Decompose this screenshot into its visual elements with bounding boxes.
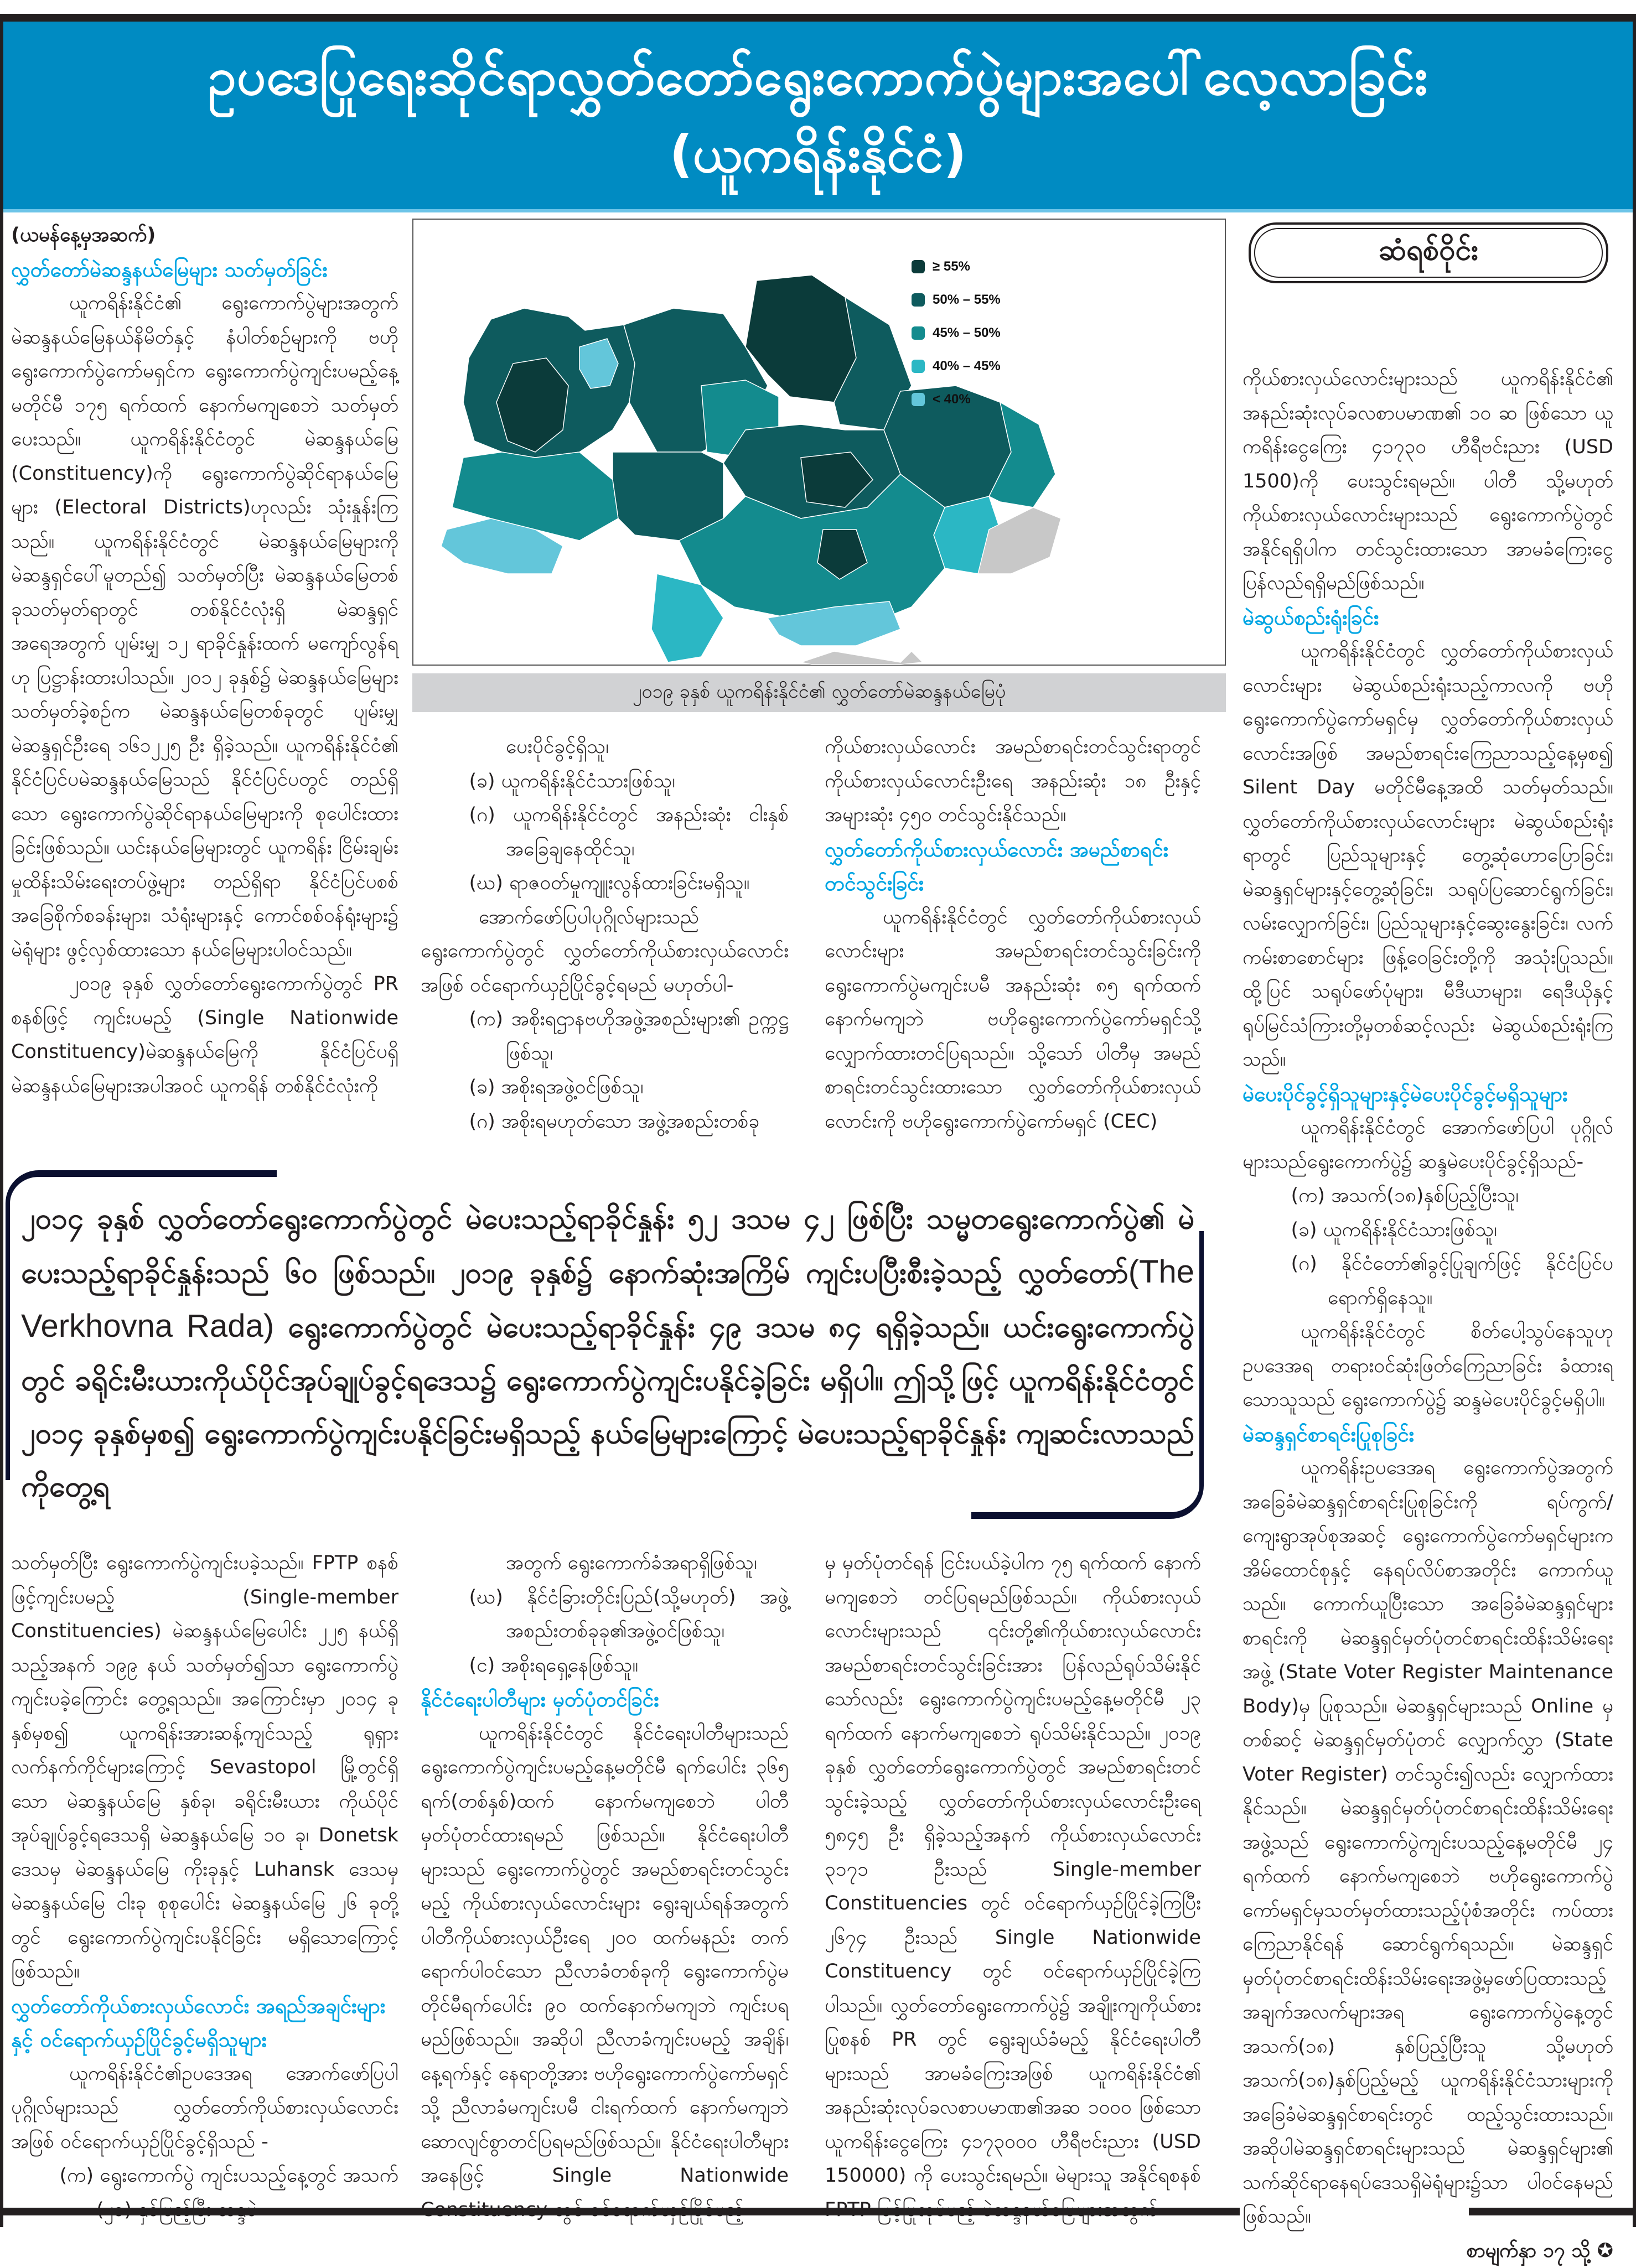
article-column-3 (825, 730, 1201, 1139)
paragraph: အောက်ဖော်ပြပါပုဂ္ဂိုလ်များသည် ရွေးကောက်ပွဲတွင် လွှတ်တော်ကိုယ်စားလှယ်လောင်းအဖြစ် ဝင်ရောက်ယှဉ်ပြိုင်ခွင့်ရမည် မဟုတ်ပါ- (421, 901, 789, 1003)
list-marker: (ဂ) (1291, 1253, 1317, 1275)
legend-item (912, 316, 1001, 350)
paragraph: ယူကရိန်းနိုင်ငံတွင် လွှတ်တော်ကိုယ်စားလှယ်လောင်းများ မဲဆွယ်စည်းရုံးသည့်ကာလကို ဗဟိုရွေးကောက်ပွဲကော်မရှင်မှ လွှတ်တော်ကိုယ်စားလှယ်လောင်းအဖြစ် အမည်စာရင်းကြေညာသည့်နေ့မှစ၍ Silent Day မတိုင်မီနေ့အထိ သတ်မှတ်သည်။ လွှတ်တော်ကိုယ်စားလှယ်လောင်းများ မဲဆွယ်စည်းရုံးရာတွင် ပြည်သူများနှင့် တွေ့ဆုံဟောပြောခြင်း၊ မဲဆန္ဒရှင်များနှင့်တွေ့ဆုံခြင်း၊ သရုပ်ပြဆောင်ရွက်ခြင်း၊ လမ်းလျှောက်ခြင်း၊ ပြည်သူများနှင့်ဆွေးနွေးခြင်း၊ လက်ကမ်းစာစောင်များ ဖြန့်ဝေခြင်းတို့ကို အသုံးပြုသည်။ ထို့ပြင် သရုပ်ဖော်ပုံများ၊ မီဒီယာများ၊ ရေဒီယိုနှင့် ရုပ်မြင်သံကြားတို့မှတစ်ဆင့်လည်း မဲဆွယ်စည်းရုံးကြသည်။ (1242, 635, 1613, 1077)
section-heading: မဲပေးပိုင်ခွင့်ရှိသူများနှင့်မဲပေးပိုင်ခွင့်မရှိသူများ (1242, 1077, 1613, 1112)
page-masthead (3, 22, 1633, 212)
article-column-1-lower (11, 1546, 398, 2227)
list-marker: (က) (469, 1008, 504, 1030)
paragraph: ယူကရိန်းနိုင်ငံတွင် စိတ်ပေါ့သွပ်နေသူဟု ဥပဒေအရ တရားဝင်ဆုံးဖြတ်ကြေညာခြင်း ခံထားရသောသူသည် ရွေးကောက်ပွဲ၌ ဆန္ဒမဲပေးပိုင်ခွင့်မရှိပါ။ (1242, 1315, 1613, 1418)
paragraph: ယူကရိန်းနိုင်ငံ၏ ရွေးကောက်ပွဲများအတွက် မဲဆန္ဒနယ်မြေနယ်နိမိတ်နှင့် နံပါတ်စဉ်များကို ဗဟိုရွေးကောက်ပွဲကော်မရှင်က ရွေးကောက်ပွဲကျင်းပမည့်နေ့မတိုင်မီ ၁၇၅ ရက်ထက် နောက်မကျစေဘဲ သတ်မှတ်ပေးသည်။ ယူကရိန်းနိုင်ငံတွင် မဲဆန္ဒနယ်မြေ (Constituency)ကို ရွေးကောက်ပွဲဆိုင်ရာနယ်မြေများ (Electoral Districts)ဟုလည်း သုံးနှုန်းကြသည်။ ယူကရိန်းနိုင်ငံတွင် မဲဆန္ဒနယ်မြေများကို မဲဆန္ဒရှင်ပေါ်မူတည်၍ သတ်မှတ်ပြီး မဲဆန္ဒနယ်မြေတစ်ခုသတ်မှတ်ရာတွင် တစ်နိုင်ငံလုံးရှိ မဲဆန္ဒရှင်အရေအတွက် ပျမ်းမျှ ၁၂ ရာခိုင်နှုန်းထက် မကျော်လွန်ရဟု ပြဋ္ဌာန်းထားပါသည်။ ၂၀၁၂ ခုနှစ်၌ မဲဆန္ဒနယ်မြေများ သတ်မှတ်ခဲ့စဉ်က မဲဆန္ဒနယ်မြေတစ်ခုတွင် ပျမ်းမျှမဲဆန္ဒရှင်ဦးရေ ၁၆၁၂၂၅ ဦး ရှိခဲ့သည်။ ယူကရိန်းနိုင်ငံ၏ နိုင်ငံပြင်ပမဲဆန္ဒနယ်မြေသည် နိုင်ငံပြင်ပတွင် တည်ရှိသော ရွေးကောက်ပွဲဆိုင်ရာနယ်မြေများကို စုပေါင်းထားခြင်းဖြစ်သည်။ ယင်းနယ်မြေများတွင် ယူကရိန်း ငြိမ်းချမ်းမှုထိန်းသိမ်းရေးတပ်ဖွဲ့များ တည်ရှိရာ နိုင်ငံပြင်ပစစ်အခြေစိုက်စခန်းများ၊ သံရုံးများနှင့် ကောင်စစ်ဝန်ရုံးများ၌ မဲရုံများ ဖွင့်လှစ်ထားသော နယ်မြေများပါဝင်သည်။ (11, 287, 398, 967)
sidebar-column (1242, 362, 1613, 2268)
list-item (421, 866, 789, 901)
legend-swatch (912, 393, 925, 406)
list-text: ယူကရိန်းနိုင်ငံသားဖြစ်သူ၊ (501, 770, 675, 792)
legend-label: ≥ 55% (933, 259, 970, 274)
map-legend (912, 250, 1001, 416)
constituency-map-figure (412, 219, 1226, 705)
paragraph: ၂၀၁၉ ခုနှစ် လွှတ်တော်ရွေးကောက်ပွဲတွင် PR စနစ်ဖြင့် ကျင်းပမည့် (Single Nationwide Constituency)မဲဆန္ဒနယ်မြေကို နိုင်ငံပြင်ပရှိမဲဆန္ဒနယ်မြေများအပါအဝင် ယူကရိန် တစ်နိုင်ငံလုံးကို (11, 967, 398, 1103)
continued-from-label: (ယမန်နေ့မှအဆက်) (11, 219, 398, 253)
list-text: ရာဇဝတ်မှုကျူးလွန်ထားခြင်းမရှိသူ။ (509, 872, 749, 894)
paragraph: သတ်မှတ်ပြီး ရွေးကောက်ပွဲကျင်းပခဲ့သည်။ FPTP စနစ်ဖြင့်ကျင်းပမည့် (Single-member Constituencies) မဲဆန္ဒနယ်မြေပေါင်း ၂၂၅ နယ်ရှိသည့်အနက် ၁၉၉ နယ် သတ်မှတ်၍သာ ရွေးကောက်ပွဲကျင်းပခဲ့ကြောင်း တွေ့ရသည်။ အကြောင်းမှာ ၂၀၁၄ ခုနှစ်မှစ၍ ယူကရိန်းအားဆန့်ကျင်သည့် ရုရှားလက်နက်ကိုင်များကြောင့် Sevastopol မြို့တွင်ရှိသော မဲဆန္ဒနယ်မြေ နှစ်ခု၊ ခရိုင်းမီးယား ကိုယ်ပိုင်အုပ်ချုပ်ခွင့်ရဒေသရှိ မဲဆန္ဒနယ်မြေ ၁၀ ခု၊ Donetsk ဒေသမှ မဲဆန္ဒနယ်မြေ ကိုးခုနှင့် Luhansk ဒေသမှ မဲဆန္ဒနယ်မြေ ငါးခု စုစုပေါင်း မဲဆန္ဒနယ်မြေ ၂၆ ခုတို့တွင် ရွေးကောက်ပွဲကျင်းပနိုင်ခြင်း မရှိသောကြောင့် ဖြစ်သည်။ (11, 1546, 398, 1989)
list-text: အစိုးရရှေ့နေဖြစ်သူ။ (501, 1654, 638, 1677)
list-item-continuation: ပေးပိုင်ခွင့်ရှိသူ၊ (421, 730, 789, 765)
list-marker: (င) (469, 1654, 495, 1677)
pull-quote (6, 1170, 1204, 1519)
list-item (421, 1649, 789, 1683)
list-item (421, 1581, 789, 1649)
pull-quote-text-part: ၂၀၁၄ ခုနှစ် လွှတ်တော်ရွေးကောက်ပွဲတွင် မဲပေးသည့်ရာခိုင်နှုန်း ၅၂ ဒသမ ၄၂ ဖြစ်ပြီး သမ္မတရွေးကောက်ပွဲ၏ မဲပေးသည့်ရာခိုင်နှုန်းသည် ၆၀ ဖြစ်သည်။ ၂၀၁၉ ခုနှစ်၌ နောက်ဆုံးအကြိမ် ကျင်းပပြီးစီးခဲ့သည့် လွှတ်တော် (21, 1202, 1194, 1290)
map-caption: ၂၀၁၉ ခုနှစ် ယူကရိန်းနိုင်ငံ၏ လွှတ်တော်မဲဆန္ဒနယ်မြေပုံ (412, 673, 1226, 712)
section-heading: လွှတ်တော်မဲဆန္ဒနယ်မြေများ သတ်မှတ်ခြင်း (11, 253, 398, 287)
list-item (1242, 1179, 1613, 1213)
page-title: ဥပဒေပြုရေးဆိုင်ရာလွှတ်တော်ရွေးကောက်ပွဲများအပေါ်လေ့လာခြင်း (208, 38, 1428, 116)
list-text: နိုင်ငံတော်၏ခွင့်ပြုချက်ဖြင့် နိုင်ငံပြင်ပရောက်ရှိနေသူ။ (1328, 1253, 1613, 1309)
end-mark-icon: ✪ (1597, 2240, 1613, 2262)
paragraph: ယူကရိန်းနိုင်ငံတွင် အောက်ဖော်ပြပါ ပုဂ္ဂိုလ်များသည်ရွေးကောက်ပွဲ၌ ဆန္ဒမဲပေးပိုင်ခွင့်ရှိသည်- (1242, 1111, 1613, 1179)
section-heading: နိုင်ငံရေးပါတီများ မှတ်ပုံတင်ခြင်း (421, 1683, 789, 1717)
legend-swatch (912, 360, 925, 373)
legend-item (912, 283, 1001, 316)
list-marker: (ဃ) (469, 1586, 503, 1608)
list-marker: (က) (1291, 1185, 1326, 1207)
continued-on-text: စာမျက်နှာ ၁၇ သို့ (1467, 2240, 1591, 2262)
legend-item (912, 383, 1001, 416)
list-text: အသက်(၁၈)နှစ်ပြည့်ပြီးသူ၊ (1331, 1185, 1519, 1207)
list-text: နိုင်ငံခြားတိုင်းပြည်(သို့မဟုတ်) အဖွဲ့အစည်းတစ်ခုခု၏အဖွဲ့ဝင်ဖြစ်သူ၊ (506, 1586, 789, 1643)
article-column-2-lower (421, 1546, 789, 2227)
bottom-border-rule (0, 2208, 1240, 2215)
legend-label: 50% – 55% (933, 292, 1001, 308)
continued-on-note (1242, 2234, 1613, 2268)
paragraph: ကိုယ်စားလှယ်လောင်းများသည် ယူကရိန်းနိုင်ငံ၏ အနည်းဆုံးလုပ်ခလစာပမာဏ၏ ၁၀ ဆ ဖြစ်သော ယူကရိန်းငွေကြေး ၄၁၇၃၀ ဟီရီဗင်းညား (USD 1500)ကို ပေးသွင်းရမည်။ ပါတီ သို့မဟုတ် ကိုယ်စားလှယ်လောင်းများသည် ရွေးကောက်ပွဲတွင် အနိုင်ရရှိပါက တင်သွင်းထားသော အာမခံကြေးငွေ ပြန်လည်ရရှိမည်ဖြစ်သည်။ (1242, 362, 1613, 601)
ukraine-constituency-map (413, 220, 1225, 665)
pull-quote-text (21, 1192, 1194, 1513)
list-marker: (ခ) (469, 1076, 495, 1098)
list-marker: (ဂ) (469, 804, 495, 826)
list-item (421, 1071, 789, 1105)
list-text: အစိုးရမဟုတ်သော အဖွဲ့အစည်းတစ်ခု (501, 1110, 759, 1133)
list-item (421, 798, 789, 866)
article-column-3-lower (825, 1546, 1201, 2227)
list-item (1242, 1213, 1613, 1248)
section-heading: လွှတ်တော်ကိုယ်စားလှယ်လောင်း အရည်အချင်းများနှင့် ဝင်ရောက်ယှဉ်ပြိုင်ခွင့်မရှိသူများ (11, 1989, 398, 2057)
legend-swatch (912, 293, 925, 307)
list-marker: (ဂ) (469, 1110, 495, 1133)
paragraph: ယူကရိန်းဥပဒေအရ ရွေးကောက်ပွဲအတွက် အခြေခံမဲဆန္ဒရှင်စာရင်းပြုစုခြင်းကို ရပ်ကွက်/ကျေးရွာအုပ်စုအဆင့် ရွေးကောက်ပွဲကော်မရှင်များက အိမ်ထောင်စုနှင့် နေရပ်လိပ်စာအတိုင်း ကောက်ယူသည်။ ကောက်ယူပြီးသော အခြေခံမဲဆန္ဒရှင်များစာရင်းကို မဲဆန္ဒရှင်မှတ်ပုံတင်စာရင်းထိန်းသိမ်းရေးအဖွဲ့ (State Voter Register Maintenance Body)မှ ပြုစုသည်။ မဲဆန္ဒရှင်များသည် Online မှတစ်ဆင့် မဲဆန္ဒရှင်မှတ်ပုံတင် လျှောက်လွှာ (State Voter Register) တင်သွင်း၍လည်း လျှောက်ထားနိုင်သည်။ မဲဆန္ဒရှင်မှတ်ပုံတင်စာရင်းထိန်းသိမ်းရေးအဖွဲ့သည် ရွေးကောက်ပွဲကျင်းပသည့်နေ့မတိုင်မီ ၂၄ ရက်ထက် နောက်မကျစေဘဲ ဗဟိုရွေးကောက်ပွဲကော်မရှင်မှသတ်မှတ်ထားသည့်ပုံစံအတိုင်း ကပ်ထားကြေညာနိုင်ရန် ဆောင်ရွက်ရသည်။ မဲဆန္ဒရှင်မှတ်ပုံတင်စာရင်းထိန်းသိမ်းရေးအဖွဲ့မှဖော်ပြထားသည့် အချက်အလက်များအရ ရွေးကောက်ပွဲနေ့တွင် အသက်(၁၈) နှစ်ပြည့်ပြီးသူ သို့မဟုတ် အသက်(၁၈)နှစ်ပြည့်မည့် ယူကရိန်းနိုင်ငံသားများကို အခြေခံမဲဆန္ဒရှင်စာရင်းတွင် ထည့်သွင်းထားသည်။ အဆိုပါမဲဆန္ဒရှင်စာရင်းများသည် မဲဆန္ဒရှင်များ၏ သက်ဆိုင်ရာနေရပ်ဒေသရှိမဲရုံများ၌သာ ပါဝင်နေမည်ဖြစ်သည်။ (1242, 1451, 1613, 2234)
paragraph: ကိုယ်စားလှယ်လောင်း အမည်စာရင်းတင်သွင်းရာတွင် ကိုယ်စားလှယ်လောင်းဦးရေ အနည်းဆုံး ၁၈ ဦးနှင့် အများဆုံး ၄၅၀ တင်သွင်းနိုင်သည်။ (825, 730, 1201, 833)
section-heading: မဲဆွယ်စည်းရုံးခြင်း (1242, 601, 1613, 635)
legend-swatch (912, 326, 925, 340)
paragraph: မှ မှတ်ပုံတင်ရန် ငြင်းပယ်ခဲ့ပါက ၇၅ ရက်ထက် နောက်မကျစေဘဲ တင်ပြရမည်ဖြစ်သည်။ ကိုယ်စားလှယ်လောင်းများသည် ၎င်းတို့၏ကိုယ်စားလှယ်လောင်းအမည်စာရင်းတင်သွင်းခြင်းအား ပြန်လည်ရုပ်သိမ်းနိုင်သော်လည်း ရွေးကောက်ပွဲကျင်းပမည့်နေ့မတိုင်မီ ၂၃ ရက်ထက် နောက်မကျစေဘဲ ရုပ်သိမ်းနိုင်သည်။ ၂၀၁၉ ခုနှစ် လွှတ်တော်ရွေးကောက်ပွဲတွင် အမည်စာရင်းတင်သွင်းခဲ့သည့် လွှတ်တော်ကိုယ်စားလှယ်လောင်းဦးရေ ၅၈၄၅ ဦး ရှိခဲ့သည့်အနက် ကိုယ်စားလှယ်လောင်း ၃၁၇၁ ဦးသည် Single-member Constituencies တွင် ဝင်ရောက်ယှဉ်ပြိုင်ခဲ့ကြပြီး ၂၆၇၄ ဦးသည် Single Nationwide Constituency တွင် ဝင်ရောက်ယှဉ်ပြိုင်ခဲ့ကြပါသည်။ လွှတ်တော်ရွေးကောက်ပွဲ၌ အချိုးကျကိုယ်စားပြုစနစ် PR တွင် ရွေးချယ်ခံမည့် နိုင်ငံရေးပါတီများသည် အာမခံကြေးအဖြစ် ယူကရိန်းနိုင်ငံ၏ အနည်းဆုံးလုပ်ခလစာပမာဏ၏အဆ ၁၀၀၀ ဖြစ်သော ယူကရိန်းငွေကြေး ၄၁၇၃၀၀၀ ဟီရီဗင်းညား (USD 150000) ကို ပေးသွင်းရမည်။ မဲများသူ အနိုင်ရစနစ် (825, 1546, 1201, 2227)
map-frame (412, 219, 1226, 666)
list-marker: (ဃ) (469, 872, 503, 894)
legend-label: < 40% (933, 392, 971, 407)
pull-quote-latin: (The Verkhovna Rada) (21, 1254, 1194, 1344)
section-heading: လွှတ်တော်ကိုယ်စားလှယ်လောင်း အမည်စာရင်း တင်သွင်းခြင်း (825, 833, 1201, 901)
paragraph: ယူကရိန်းနိုင်ငံ၏ဥပဒေအရ အောက်ဖော်ပြပါ ပုဂ္ဂိုလ်များသည် လွှတ်တော်ကိုယ်စားလှယ်လောင်း အဖြစ် ဝင်ရောက်ယှဉ်ပြိုင်ခွင့်ရှိသည် - (11, 2057, 398, 2160)
article-column-1 (11, 219, 398, 1103)
list-marker: (ခ) (1291, 1219, 1317, 1241)
list-marker: (ခ) (469, 770, 495, 792)
list-marker: (က) (60, 2165, 94, 2187)
list-item (421, 765, 789, 799)
legend-label: 45% – 50% (933, 325, 1001, 341)
list-text: အစိုးရအဖွဲ့ဝင်ဖြစ်သူ၊ (501, 1076, 644, 1098)
paragraph: ယူကရိန်းနိုင်ငံတွင် လွှတ်တော်ကိုယ်စားလှယ်လောင်းများ အမည်စာရင်းတင်သွင်းခြင်းကို ရွေးကောက်ပွဲမကျင်းပမီ အနည်းဆုံး ၈၅ ရက်ထက် နောက်မကျဘဲ ဗဟိုရွေးကောက်ပွဲကော်မရှင်သို့ လျှောက်ထားတင်ပြရသည်။ သို့သော် ပါတီမှ အမည်စာရင်းတင်သွင်းထားသော လွှတ်တော်ကိုယ်စားလှယ်လောင်းကို ဗဟိုရွေးကောက်ပွဲကော်မရှင် (CEC) (825, 901, 1201, 1139)
section-heading: မဲဆန္ဒရှင်စာရင်းပြုစုခြင်း (1242, 1418, 1613, 1452)
bottom-border-rule (1469, 2208, 1636, 2215)
sidebar-title-box (1249, 222, 1608, 283)
list-item (421, 1105, 789, 1139)
article-column-2 (421, 730, 789, 1139)
legend-label: 40% – 45% (933, 359, 1001, 374)
list-item (1242, 1247, 1613, 1315)
list-item-continuation: အတွက် ရွေးကောက်ခံအရာရှိဖြစ်သူ၊ (421, 1546, 789, 1581)
sidebar-title: ဆံရစ်ဝိုင်း (1379, 232, 1479, 274)
legend-item (912, 350, 1001, 383)
list-item (11, 2159, 398, 2227)
page-subtitle: (ယူကရိန်းနိုင်ငံ) (670, 116, 967, 193)
legend-swatch (912, 260, 925, 273)
list-text: ယူကရိန်းနိုင်ငံတွင် အနည်းဆုံး ငါးနှစ်အခြေချနေထိုင်သူ၊ (506, 804, 789, 860)
map-region-crimea (801, 651, 923, 665)
list-text: အစိုးရဌာနဗဟိုအဖွဲ့အစည်းများ၏ ဥက္ကဋ္ဌဖြစ်သူ၊ (506, 1008, 789, 1065)
paragraph: ယူကရိန်းနိုင်ငံတွင် နိုင်ငံရေးပါတီများသည် ရွေးကောက်ပွဲကျင်းပမည့်နေ့မတိုင်မီ ရက်ပေါင်း ၃၆၅ ရက်(တစ်နှစ်)ထက် နောက်မကျစေဘဲ ပါတီမှတ်ပုံတင်ထားရမည် ဖြစ်သည်။ နိုင်ငံရေးပါတီများသည် ရွေးကောက်ပွဲတွင် အမည်စာရင်းတင်သွင်းမည့် ကိုယ်စားလှယ်လောင်းများ ရွေးချယ်ရန်အတွက် ပါတီကိုယ်စားလှယ်ဦးရေ ၂၀၀ ထက်မနည်း တက်ရောက်ပါဝင်သော ညီလာခံတစ်ခုကို ရွေးကောက်ပွဲမတိုင်မီရက်ပေါင်း ၉၀ ထက်နောက်မကျဘဲ ကျင်းပရမည်ဖြစ်သည်။ အဆိုပါ ညီလာခံကျင်းပမည့် အချိန်၊ နေ့ရက်နှင့် နေရာတို့အား ဗဟိုရွေးကောက်ပွဲကော်မရှင်သို့ ညီလာခံမကျင်းပမီ ငါးရက်ထက် နောက်မကျဘဲ ဆောလျင်စွာတင်ပြရမည်ဖြစ်သည်။ နိုင်ငံရေးပါတီများအနေဖြင့် Single Nationwide (421, 1717, 789, 2228)
pull-quote-text-part: ရွေးကောက်ပွဲတွင် မဲပေးသည့်ရာခိုင်နှုန်း ၄၉ ဒသမ ၈၄ ရရှိခဲ့သည်။ ယင်းရွေးကောက်ပွဲတွင် ခရိုင်းမီးယားကိုယ်ပိုင်အုပ်ချုပ်ခွင့်ရဒေသ၌ ရွေးကောက်ပွဲကျင်းပနိုင်ခဲ့ခြင်း မရှိပါ။ ဤသို့ဖြင့် ယူကရိန်းနိုင်ငံတွင် ၂၀၁၄ ခုနှစ်မှစ၍ ရွေးကောက်ပွဲကျင်းပနိုင်ခြင်းမရှိသည့် နယ်မြေများကြောင့် မဲပေးသည့်ရာခိုင်နှုန်း ကျဆင်းလာသည်ကိုတွေ့ရ (21, 1311, 1194, 1503)
legend-item (912, 250, 1001, 283)
list-text: ရွေးကောက်ပွဲ ကျင်းပသည့်နေ့တွင် အသက် (96, 2165, 398, 2221)
list-text: ယူကရိန်းနိုင်ငံသားဖြစ်သူ၊ (1323, 1219, 1497, 1241)
list-item (421, 1003, 789, 1071)
